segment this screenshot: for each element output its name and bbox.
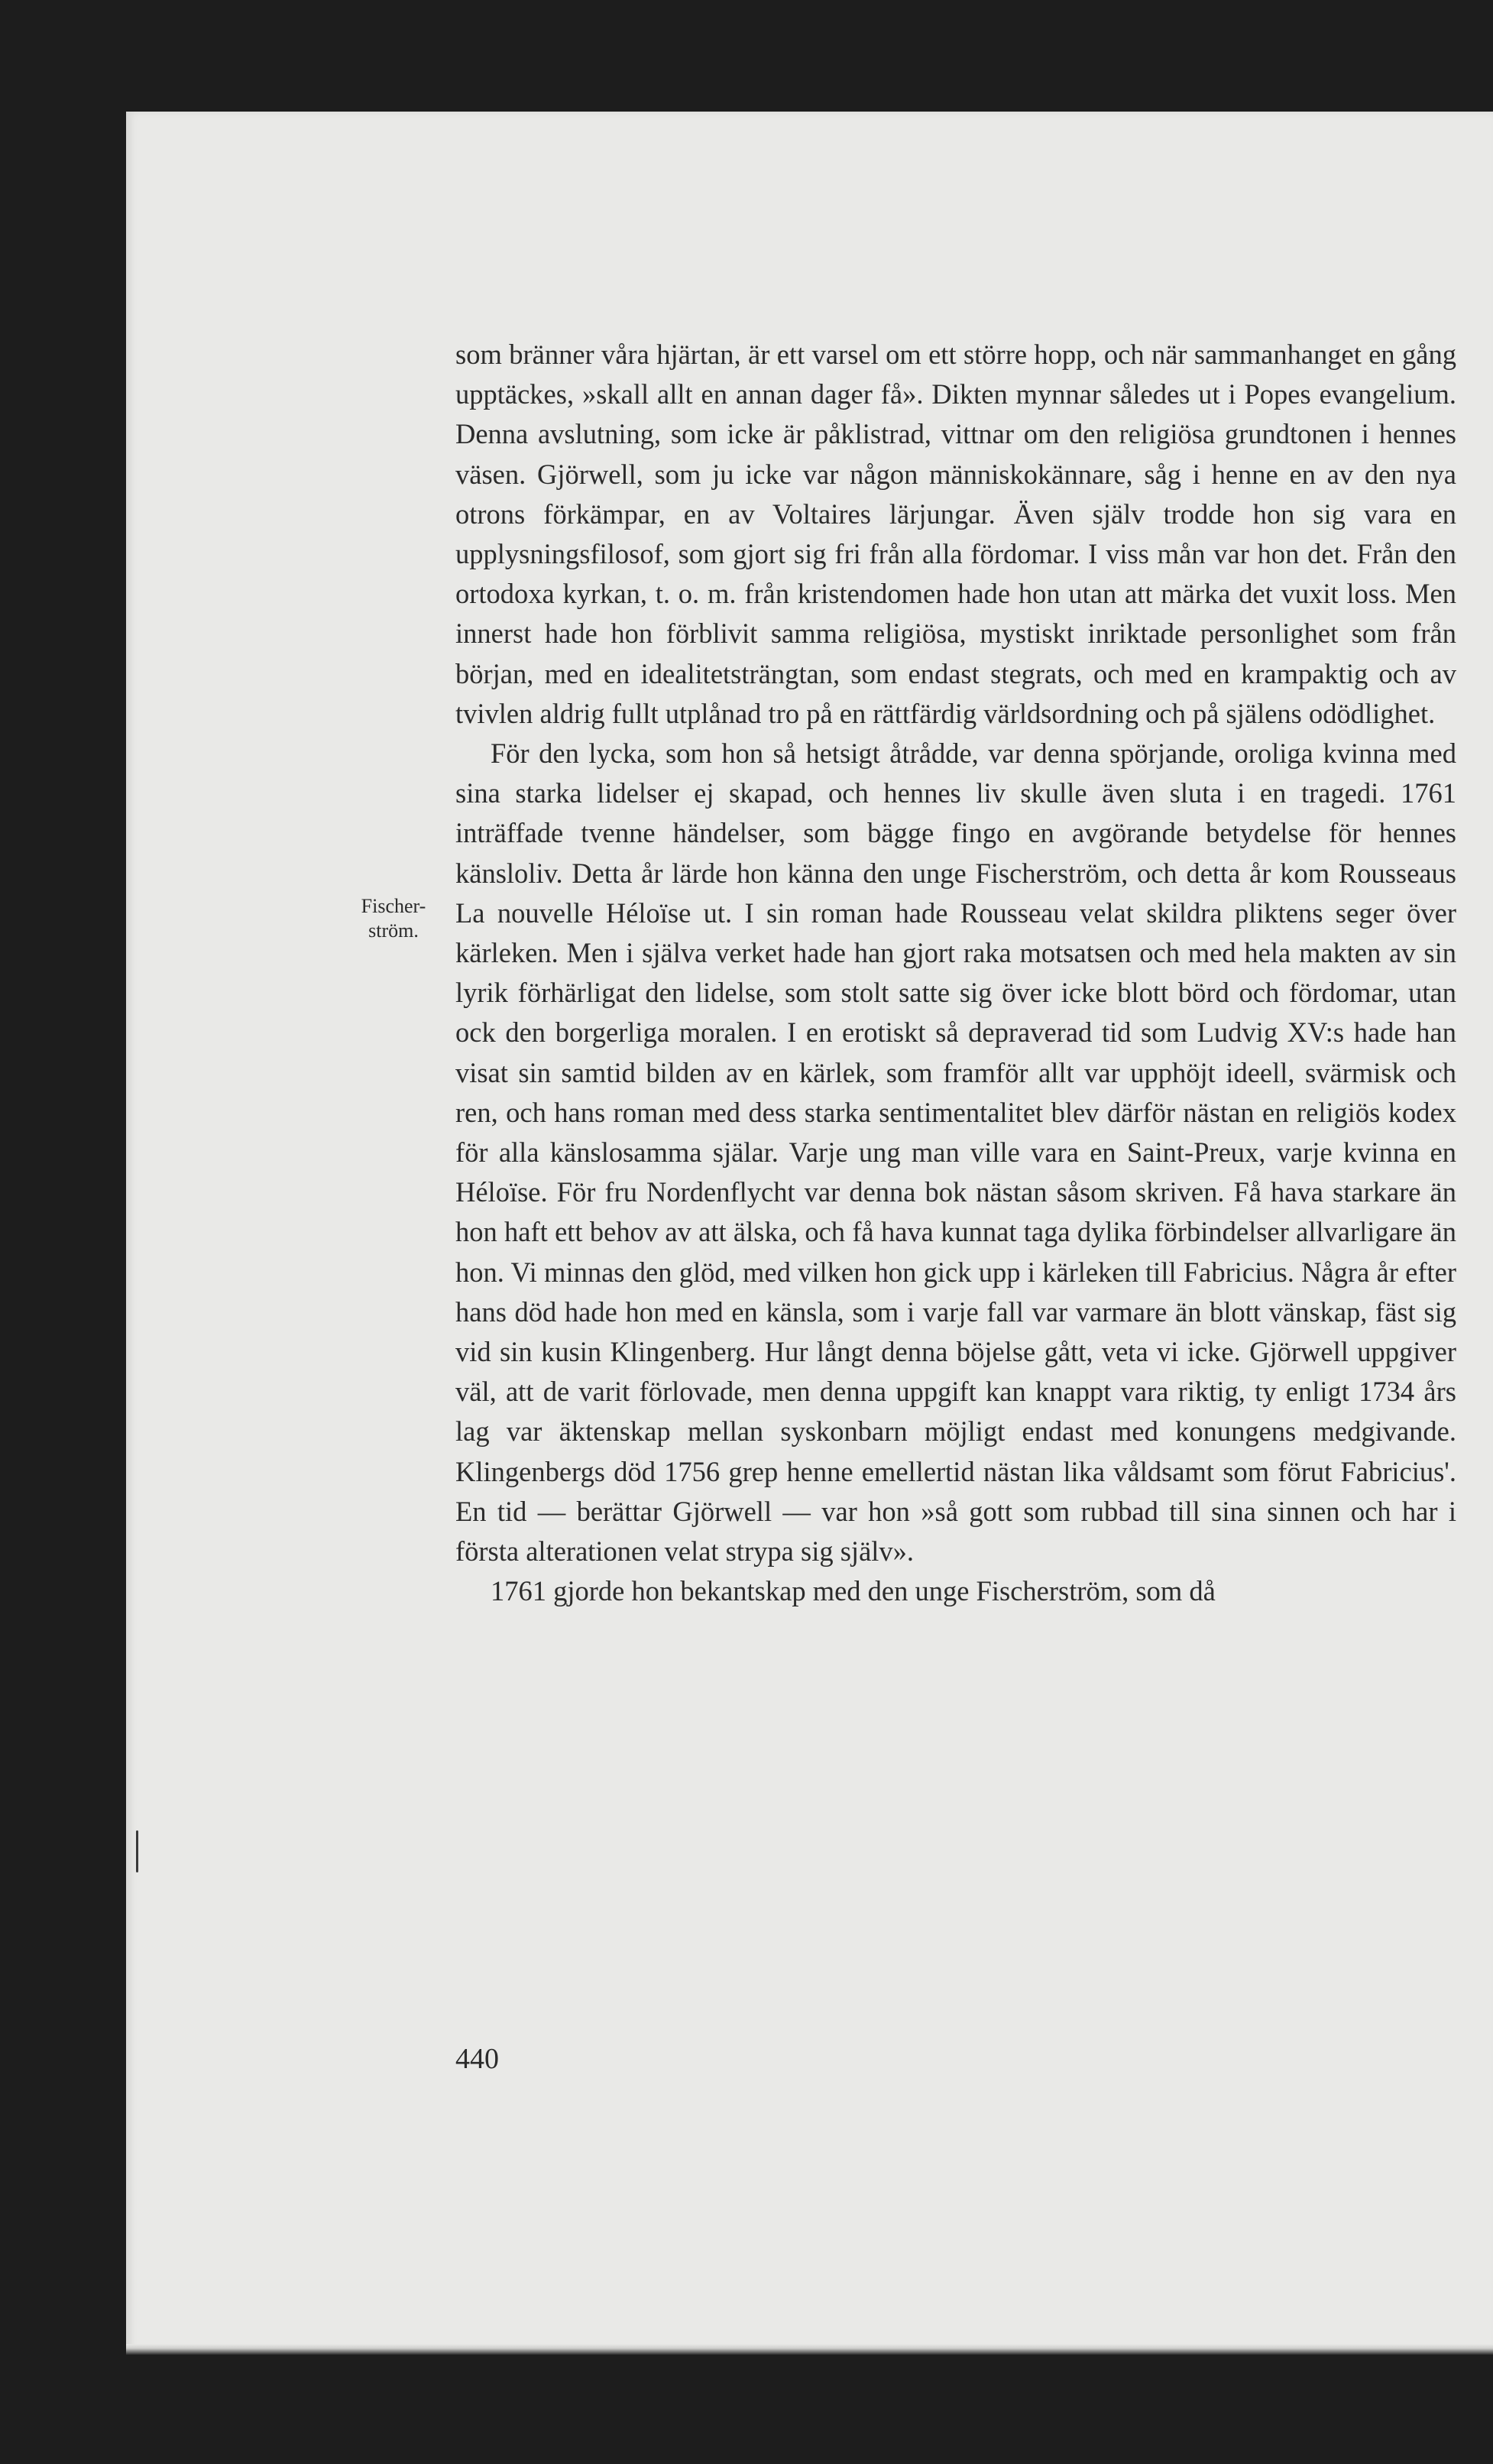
paragraph: 1761 gjorde hon bekantskap med den unge Fischerström, som då [491, 1575, 1216, 1607]
paragraph: som bränner våra hjärtan, är ett varsel om ett större hopp, och när sammanhanget en gång upptäckes, »skall allt en annan dager få». Dikten mynnar således ut i Popes evangelium. Denna avslutning, som icke är påklistrad, vittnar om den religiösa grundtonen i hennes väsen. Gjörwell, som ju icke var någon människokännare, såg i henne en av den nya otrons förkämpar, en av Voltaires lärjungar. Även själv trodde hon sig vara en upplysningsfilosof, som gjort sig fri från alla fördomar. I viss mån var hon det. Från den ortodoxa kyrkan, t. o. m. från kristendomen hade hon utan att märka det vuxit loss. Men innerst hade hon förblivit samma religiösa, mystiskt inriktade personlighet som från början, med en idealitetsträngtan, som endast stegrats, och med en krampaktig och av tvivlen aldrig fullt utplånad tro på en rättfärdig världsordning och på själens odödlighet. [455, 339, 1456, 729]
page-bottom-edge [126, 2344, 1493, 2355]
margin-note [340, 894, 447, 943]
margin-note-line: ström. [368, 919, 419, 942]
binding-mark [136, 1830, 138, 1872]
margin-note-line: Fischer- [361, 895, 426, 917]
body-text [455, 335, 1456, 1612]
page-number: 440 [455, 2043, 499, 2075]
paragraph: För den lycka, som hon så hetsigt åtrådde, var denna spörjande, oroliga kvinna med sina starka lidelser ej skapad, och hennes liv skulle även sluta i en tragedi. 1761 inträffade tvenne händelser, som bägge fingo en avgörande betydelse för hennes känsloliv. Detta år lärde hon känna den unge Fischerström, och detta år kom Rousseaus La nouvelle Héloïse ut. I sin roman hade Rousseau velat skildra pliktens seger över kärleken. Men i själva verket hade han gjort raka motsatsen och med hela makten av sin lyrik förhärligat den lidelse, som stolt satte sig över icke blott börd och fördomar, utan ock den borgerliga moralen. I en erotiskt så depraverad tid som Ludvig XV:s hade han visat sin samtid bilden av en kärlek, som framför allt var upphöjt ideell, svärmisk och ren, och hans roman med dess starka sentimentalitet blev därför nästan en religiös kodex för alla känslosamma själar. Varje ung man ville vara en Saint-Preux, varje kvinna en Héloïse. För fru Nordenflycht var denna bok nästan såsom skriven. Få hava starkare än hon haft ett behov av att älska, och få hava kunnat taga dylika förbindelser allvarligare än hon. Vi minnas den glöd, med vilken hon gick upp i kärleken till Fabricius. Några år efter hans död hade hon med en känsla, som i varje fall var varmare än blott vänskap, fäst sig vid sin kusin Klingenberg. Hur långt denna böjelse gått, veta vi icke. Gjörwell uppgiver väl, att de varit förlovade, men denna uppgift kan knappt vara riktig, ty enligt 1734 års lag var äktenskap mellan syskonbarn möjligt endast med konungens medgivande. Klingenbergs död 1756 grep henne emellertid nästan lika våldsamt som förut Fabricius'. En tid — berättar Gjörwell — var hon »så gott som rubbad till sina sinnen och har i första alterationen velat strypa sig själv». [455, 738, 1456, 1568]
